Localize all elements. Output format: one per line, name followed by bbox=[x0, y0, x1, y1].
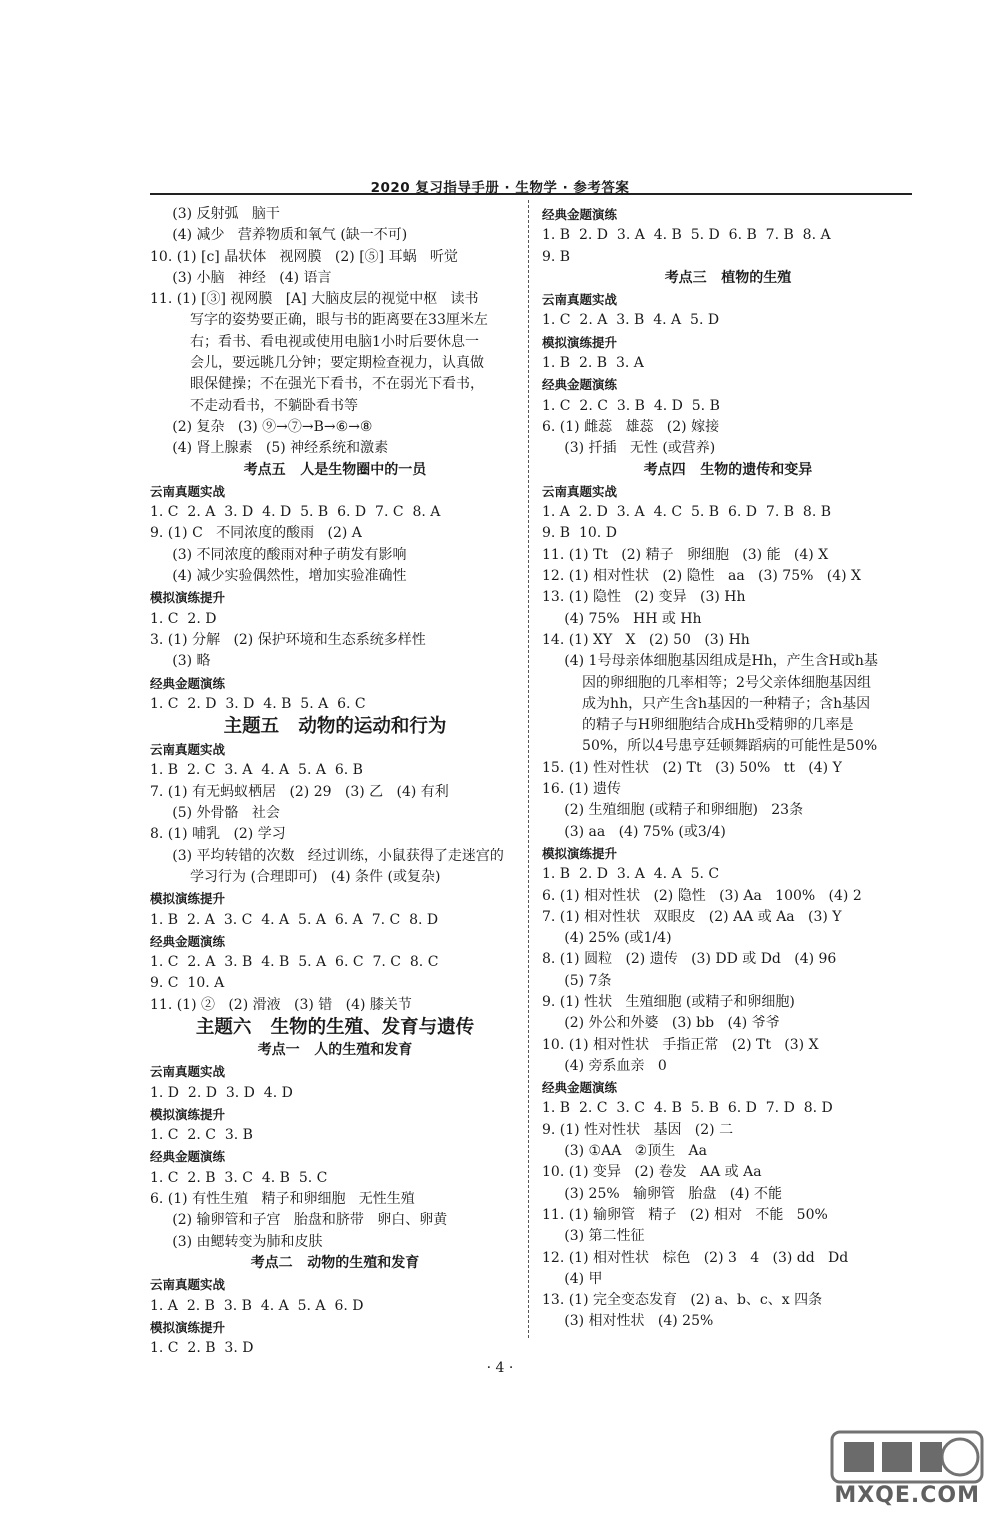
answer-line: (3) 相对性状 (4) 25% bbox=[542, 1313, 714, 1330]
page-header-title: 2020 复习指导手册 · 生物学 · 参考答案 bbox=[370, 180, 630, 196]
answer-line: 10. (1) 变异 (2) 卷发 AA 或 Aa bbox=[542, 1164, 762, 1181]
answer-line: 11. (1) [③] 视网膜 [A] 大脑皮层的视觉中枢 读书 bbox=[150, 291, 479, 308]
answer-line: (4) 甲 bbox=[542, 1270, 603, 1287]
section-label: 云南真题实战 bbox=[542, 483, 618, 499]
answer-line: 1. C 2. C 3. B 4. D 5. B bbox=[542, 397, 720, 414]
answer-line: (4) 旁系血亲 0 bbox=[542, 1057, 667, 1074]
answer-line: (3) ①AA ②顶生 Aa bbox=[542, 1143, 708, 1160]
theme-heading: 主题六 生物的生殖、发育与遗传 bbox=[195, 1016, 475, 1038]
answer-line: 11. (1) Tt (2) 精子 卵细胞 (3) 能 (4) X bbox=[542, 546, 829, 563]
answer-line: 14. (1) XY X (2) 50 (3) Hh bbox=[542, 631, 750, 648]
answer-line: 1. C 2. C 3. B bbox=[150, 1127, 253, 1144]
watermark-logo bbox=[792, 1428, 992, 1516]
answer-line: 13. (1) 隐性 (2) 变异 (3) Hh bbox=[542, 589, 746, 606]
header-rule bbox=[150, 193, 912, 195]
watermark-text: MXQE.COM bbox=[834, 1483, 980, 1508]
answer-line: 9. C 10. A bbox=[150, 975, 225, 992]
answer-line: 右；看书、看电视或使用电脑1小时后要休息一 bbox=[150, 333, 479, 350]
right-column bbox=[542, 204, 914, 1333]
answer-line: (2) 复杂 (3) ⑨→⑦→B→⑥→⑧ bbox=[150, 418, 373, 435]
answer-line: (3) 25% 输卵管 胎盘 (4) 不能 bbox=[542, 1185, 782, 1202]
answer-line: 因的卵细胞的几率相等；2号父亲体细胞基因组 bbox=[542, 674, 871, 691]
topic-heading: 考点一 人的生殖和发育 bbox=[257, 1041, 413, 1058]
answer-line: (3) 扦插 无性 (或营养) bbox=[542, 440, 716, 457]
answer-line: 1. B 2. B 3. A bbox=[542, 355, 644, 372]
section-label: 云南真题实战 bbox=[542, 292, 618, 308]
section-label: 经典金题演练 bbox=[150, 933, 226, 949]
answer-line: 1. B 2. A 3. C 4. A 5. A 6. A 7. C 8. D bbox=[150, 911, 439, 928]
answer-line: 会儿，要远眺几分钟；要定期检查视力，认真做 bbox=[150, 355, 485, 372]
answer-line: 不走动看书，不躺卧看书等 bbox=[150, 397, 359, 414]
column-divider bbox=[528, 200, 529, 1338]
topic-heading: 考点三 植物的生殖 bbox=[664, 269, 792, 286]
section-label: 云南真题实战 bbox=[150, 742, 226, 758]
page-number: · 4 · bbox=[486, 1360, 514, 1376]
answer-line: (4) 1号母亲体细胞基因组成是Hh，产生含H或h基 bbox=[542, 653, 878, 670]
answer-line: (4) 减少 营养物质和氧气 (缺一不可) bbox=[150, 227, 408, 244]
answer-line: (5) 7条 bbox=[542, 972, 612, 989]
answer-line: 写字的姿势要正确，眼与书的距离要在33厘米左 bbox=[150, 312, 488, 329]
section-label: 经典金题演练 bbox=[542, 377, 618, 393]
section-label: 模拟演练提升 bbox=[542, 334, 618, 350]
answer-line: 11. (1) 输卵管 精子 (2) 相对 不能 50% bbox=[542, 1206, 828, 1223]
answer-line: 9. (1) 性状 生殖细胞 (或精子和卵细胞) bbox=[542, 993, 795, 1010]
answer-line: 1. D 2. D 3. D 4. D bbox=[150, 1084, 293, 1101]
answer-line: 1. B 2. C 3. C 4. B 5. B 6. D 7. D 8. D bbox=[542, 1100, 833, 1117]
answer-line: 1. A 2. B 3. B 4. A 5. A 6. D bbox=[150, 1297, 364, 1314]
answer-line: 13. (1) 完全变态发育 (2) a、b、c、x 四条 bbox=[542, 1292, 823, 1309]
section-label: 经典金题演练 bbox=[150, 675, 226, 691]
answer-line: (2) 输卵管和子宫 胎盘和脐带 卵白、卵黄 bbox=[150, 1212, 448, 1229]
section-label: 经典金题演练 bbox=[150, 1149, 226, 1165]
answer-line: (5) 外骨骼 社会 bbox=[150, 805, 280, 822]
answer-line: 1. C 2. A 3. B 4. A 5. D bbox=[542, 312, 720, 329]
answer-line: 7. (1) 相对性状 双眼皮 (2) AA 或 Aa (3) Y bbox=[542, 908, 842, 925]
section-label: 模拟演练提升 bbox=[542, 845, 618, 861]
answer-line: (3) 平均转错的次数 经过训练，小鼠获得了走迷宫的 bbox=[150, 847, 504, 864]
answer-line: 6. (1) 相对性状 (2) 隐性 (3) Aa 100% (4) 2 bbox=[542, 887, 862, 904]
answer-line: 6. (1) 有性生殖 精子和卵细胞 无性生殖 bbox=[150, 1191, 415, 1208]
answer-line: 6. (1) 雌蕊 雄蕊 (2) 嫁接 bbox=[542, 418, 720, 435]
answer-line: 3. (1) 分解 (2) 保护环境和生态系统多样性 bbox=[150, 631, 426, 648]
answer-line: 1. C 2. A 3. D 4. D 5. B 6. D 7. C 8. A bbox=[150, 504, 441, 521]
section-label: 经典金题演练 bbox=[542, 1080, 618, 1096]
answer-line: (3) 反射弧 脑干 bbox=[150, 206, 280, 222]
answer-line: (2) 外公和外婆 (3) bb (4) 爷爷 bbox=[542, 1015, 780, 1032]
section-label: 云南真题实战 bbox=[150, 1277, 226, 1293]
answer-line: 9. (1) C 不同浓度的酸雨 (2) A bbox=[150, 525, 362, 542]
section-label: 经典金题演练 bbox=[542, 207, 618, 222]
answer-line: 11. (1) ② (2) 滑液 (3) 错 (4) 膝关节 bbox=[150, 996, 412, 1013]
answer-line: 1. B 2. D 3. A 4. B 5. D 6. B 7. B 8. A bbox=[542, 227, 831, 244]
answer-line: 学习行为 (合理即可) (4) 条件 (或复杂) bbox=[150, 868, 441, 885]
answer-line: 12. (1) 相对性状 棕色 (2) 3 4 (3) dd Dd bbox=[542, 1249, 849, 1266]
answer-line: 9. B 10. D bbox=[542, 525, 617, 542]
answer-line: (4) 25% (或1/4) bbox=[542, 930, 672, 947]
topic-heading: 考点四 生物的遗传和变异 bbox=[643, 461, 813, 478]
section-label: 模拟演练提升 bbox=[150, 1319, 226, 1335]
section-label: 云南真题实战 bbox=[150, 1064, 226, 1080]
answer-line: 1. C 2. D bbox=[150, 610, 217, 627]
answer-line: 9. (1) 性对性状 基因 (2) 二 bbox=[542, 1121, 734, 1138]
answer-line: (3) 不同浓度的酸雨对种子萌发有影响 bbox=[150, 546, 407, 563]
answer-line: 的精子与H卵细胞结合成Hh受精卵的几率是 bbox=[542, 717, 854, 734]
left-column bbox=[150, 204, 520, 1359]
answer-line: 1. B 2. D 3. A 4. A 5. C bbox=[542, 866, 720, 883]
answer-line: (3) 由鳃转变为肺和皮肤 bbox=[150, 1233, 323, 1250]
section-label: 云南真题实战 bbox=[150, 483, 226, 499]
answer-line: 眼保健操；不在强光下看书，不在弱光下看书， bbox=[150, 376, 485, 393]
answer-line: 16. (1) 遗传 bbox=[542, 781, 621, 798]
answer-line: 10. (1) 相对性状 手指正常 (2) Tt (3) X bbox=[542, 1036, 819, 1053]
topic-heading: 考点五 人是生物圈中的一员 bbox=[243, 461, 427, 478]
answer-line: (3) 小脑 神经 (4) 语言 bbox=[150, 269, 332, 286]
answer-line: (3) 第二性征 bbox=[542, 1228, 645, 1245]
answer-line: 10. (1) [c] 晶状体 视网膜 (2) [⑤] 耳蜗 听觉 bbox=[150, 248, 458, 265]
answer-line: (2) 生殖细胞 (或精子和卵细胞) 23条 bbox=[542, 802, 804, 819]
section-label: 模拟演练提升 bbox=[150, 590, 226, 606]
answer-line: 成为hh，只产生含h基因的一种精子；含h基因 bbox=[542, 695, 871, 712]
answer-line: (3) 略 bbox=[150, 653, 211, 670]
section-label: 模拟演练提升 bbox=[150, 891, 226, 907]
answer-line: 9. B bbox=[542, 248, 571, 265]
answer-line: 1. C 2. A 3. B 4. B 5. A 6. C 7. C 8. C bbox=[150, 954, 439, 971]
answer-line: 7. (1) 有无蚂蚁栖居 (2) 29 (3) 乙 (4) 有利 bbox=[150, 783, 449, 800]
answer-line: 8. (1) 哺乳 (2) 学习 bbox=[150, 826, 286, 843]
section-label: 模拟演练提升 bbox=[150, 1106, 226, 1122]
answer-line: 1. C 2. D 3. D 4. B 5. A 6. C bbox=[150, 695, 366, 712]
answer-line: (4) 肾上腺素 (5) 神经系统和激素 bbox=[150, 440, 389, 457]
theme-heading: 主题五 动物的运动和行为 bbox=[223, 716, 447, 738]
answer-line: 12. (1) 相对性状 (2) 隐性 aa (3) 75% (4) X bbox=[542, 568, 862, 585]
answer-line: 1. C 2. B 3. D bbox=[150, 1340, 254, 1357]
answer-line: (3) aa (4) 75% (或3/4) bbox=[542, 823, 726, 840]
answer-line: 50%，所以4号患亨廷顿舞蹈病的可能性是50% bbox=[542, 738, 878, 755]
answer-line: 1. B 2. C 3. A 4. A 5. A 6. B bbox=[150, 762, 363, 779]
answer-line: 8. (1) 圆粒 (2) 遗传 (3) DD 或 Dd (4) 96 bbox=[542, 951, 837, 968]
answer-line: 1. A 2. D 3. A 4. C 5. B 6. D 7. B 8. B bbox=[542, 504, 832, 521]
answer-line: (4) 75% HH 或 Hh bbox=[542, 610, 702, 627]
topic-heading: 考点二 动物的生殖和发育 bbox=[250, 1254, 420, 1271]
answer-line: 15. (1) 性对性状 (2) Tt (3) 50% tt (4) Y bbox=[542, 759, 842, 776]
answer-line: (4) 减少实验偶然性，增加实验准确性 bbox=[150, 568, 407, 585]
answer-line: 1. C 2. B 3. C 4. B 5. C bbox=[150, 1169, 328, 1186]
